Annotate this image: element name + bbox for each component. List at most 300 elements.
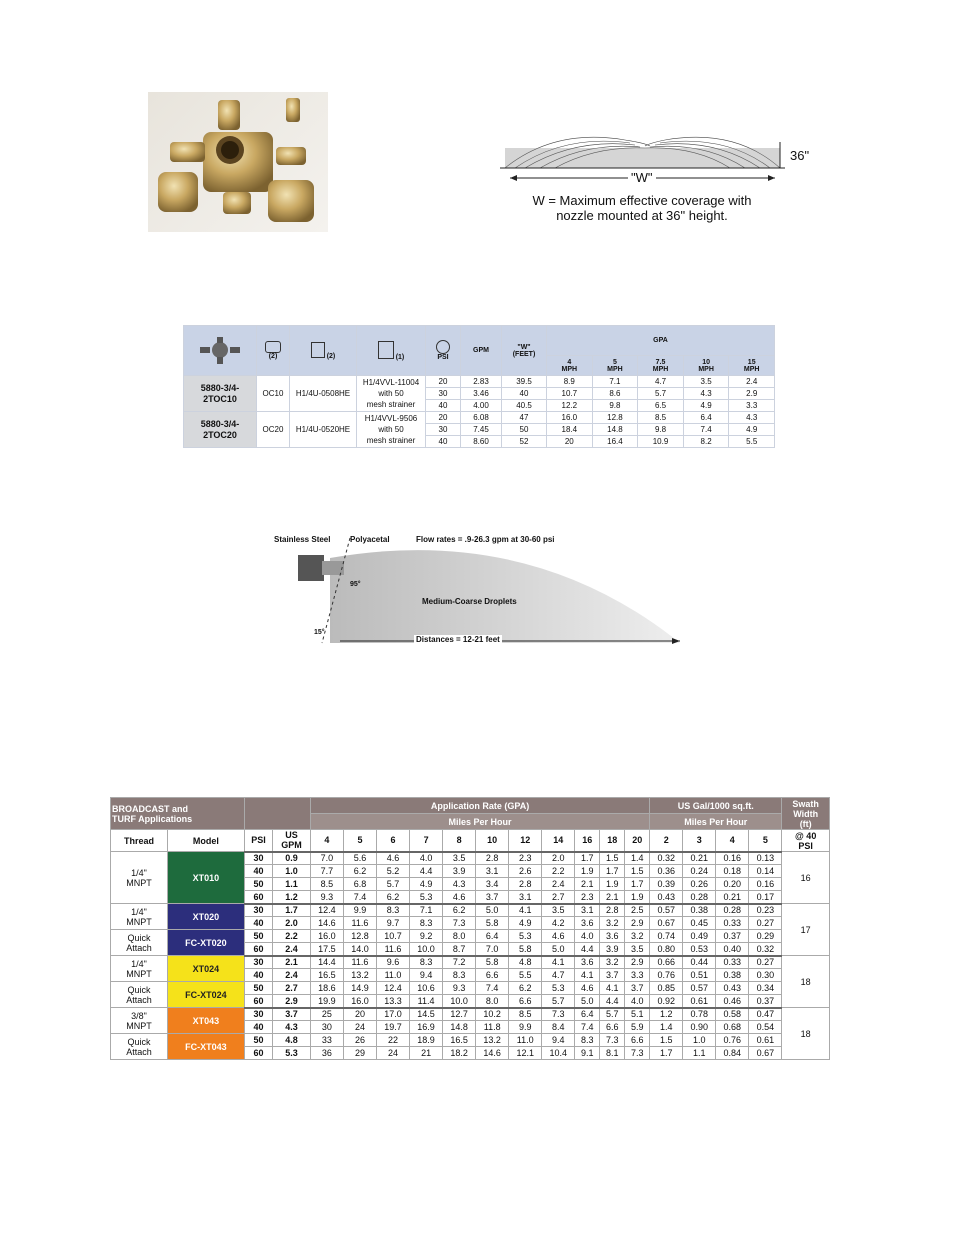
value-cell: 8.7 — [443, 943, 476, 956]
value-cell: 0.49 — [683, 930, 716, 943]
value-cell: 0.38 — [683, 904, 716, 917]
value-cell: 10.0 — [410, 943, 443, 956]
value-cell: 4.9 — [410, 878, 443, 891]
value-cell: 8.5 — [509, 1008, 542, 1021]
value-cell: 0.21 — [716, 891, 749, 904]
swath-cell: 17 — [782, 904, 830, 956]
value-cell: 4.7 — [542, 969, 575, 982]
height-label: 36" — [790, 148, 810, 163]
value-cell: 6.4 — [575, 1008, 600, 1021]
value-cell: 6.4 — [476, 930, 509, 943]
value-cell: 12.1 — [509, 1047, 542, 1060]
speed-col-header: 20 — [625, 830, 650, 852]
value-cell: 0.20 — [716, 878, 749, 891]
value-cell: 9.4 — [542, 1034, 575, 1047]
app-rate-header: Application Rate (GPA) — [310, 798, 649, 814]
value-cell: 24 — [377, 1047, 410, 1060]
value-cell: 12.8 — [343, 930, 376, 943]
value-cell: 6.5 — [638, 400, 684, 412]
speed2-col-header: 2 — [650, 830, 683, 852]
value-cell: 4.1 — [509, 904, 542, 917]
distances-label: Distances = 12-21 feet — [416, 635, 500, 644]
swath-header: Swath Width (ft) — [782, 798, 830, 830]
value-cell: 8.5 — [638, 412, 684, 424]
spray-diagram — [270, 533, 685, 648]
value-cell: 0.32 — [650, 852, 683, 865]
value-cell: 3.5 — [542, 904, 575, 917]
value-cell: 2.1 — [600, 891, 625, 904]
value-cell: 4.3 — [273, 1021, 311, 1034]
value-cell: 0.17 — [749, 891, 782, 904]
value-cell: 9.8 — [592, 400, 638, 412]
value-cell: 1.4 — [625, 852, 650, 865]
table-row — [111, 1008, 830, 1021]
value-cell: 17.5 — [310, 943, 343, 956]
swath-cell: 16 — [782, 852, 830, 904]
speed-col-header: 7 — [410, 830, 443, 852]
value-cell: 8.3 — [410, 917, 443, 930]
value-cell: 18.4 — [547, 424, 593, 436]
value-cell: 0.30 — [749, 969, 782, 982]
value-cell: 10.0 — [443, 995, 476, 1008]
value-cell: 9.3 — [310, 891, 343, 904]
caption-line-2: nozzle mounted at 36" height. — [556, 208, 728, 223]
value-cell: 0.29 — [749, 930, 782, 943]
value-cell: 0.37 — [749, 995, 782, 1008]
speed-col-header: 16 — [575, 830, 600, 852]
value-cell: 14.9 — [343, 982, 376, 995]
value-cell: 4.6 — [575, 982, 600, 995]
model-cell: 5880-3/4- 2TOC20 — [184, 412, 257, 448]
value-cell: 3.6 — [600, 930, 625, 943]
value-cell: 11.8 — [476, 1021, 509, 1034]
value-cell: 36 — [310, 1047, 343, 1060]
coverage-caption — [497, 193, 787, 223]
value-cell: 3.2 — [625, 930, 650, 943]
value-cell: 4.4 — [410, 865, 443, 878]
value-cell: 16.4 — [592, 436, 638, 448]
value-cell: 16.9 — [410, 1021, 443, 1034]
cap-icon-header: (2) — [257, 326, 290, 376]
value-cell: 0.67 — [749, 1047, 782, 1060]
value-cell: 1.4 — [650, 1021, 683, 1034]
speed-col-header: 10 — [476, 830, 509, 852]
value-cell: 3.1 — [575, 904, 600, 917]
value-cell: 2.9 — [625, 956, 650, 969]
value-cell: 0.9 — [273, 852, 311, 865]
body-cell: H1/4VVL-11004 with 50 mesh strainer — [357, 376, 426, 412]
value-cell: 6.2 — [377, 891, 410, 904]
value-cell: 52 — [502, 436, 547, 448]
value-cell: 9.9 — [343, 904, 376, 917]
value-cell: 1.7 — [625, 878, 650, 891]
value-cell: 8.60 — [461, 436, 502, 448]
value-cell: 0.43 — [650, 891, 683, 904]
value-cell: 50 — [244, 1034, 272, 1047]
table-row — [111, 904, 830, 917]
value-cell: 1.7 — [273, 904, 311, 917]
thread-col-header: Thread — [111, 830, 168, 852]
value-cell: 30 — [244, 904, 272, 917]
value-cell: 5.5 — [509, 969, 542, 982]
value-cell: 7.3 — [443, 917, 476, 930]
value-cell: 4.4 — [575, 943, 600, 956]
value-cell: 2.9 — [273, 995, 311, 1008]
value-cell: 30 — [244, 1008, 272, 1021]
value-cell: 4.1 — [575, 969, 600, 982]
body-cell: H1/4VVL-9506 with 50 mesh strainer — [357, 412, 426, 448]
value-cell: 0.16 — [749, 878, 782, 891]
value-cell: 14.8 — [443, 1021, 476, 1034]
value-cell: 5.0 — [476, 904, 509, 917]
value-cell: 40 — [244, 969, 272, 982]
value-cell: 4.4 — [600, 995, 625, 1008]
value-cell: 0.23 — [749, 904, 782, 917]
value-cell: 0.47 — [749, 1008, 782, 1021]
model-cell: FC-XT024 — [167, 982, 244, 1008]
value-cell: 2.8 — [476, 852, 509, 865]
value-cell: 0.92 — [650, 995, 683, 1008]
value-cell: 2.9 — [625, 917, 650, 930]
value-cell: 9.1 — [575, 1047, 600, 1060]
value-cell: 4.6 — [377, 852, 410, 865]
value-cell: 0.28 — [716, 904, 749, 917]
value-cell: 10.2 — [476, 1008, 509, 1021]
cap-cell: OC10 — [257, 376, 290, 412]
value-cell: 30 — [244, 852, 272, 865]
table-row — [111, 1034, 830, 1047]
value-cell: 3.6 — [575, 956, 600, 969]
value-cell: 21 — [410, 1047, 443, 1060]
value-cell: 1.9 — [600, 878, 625, 891]
value-cell: 7.4 — [343, 891, 376, 904]
value-cell: 9.8 — [638, 424, 684, 436]
speed-col-header: 6 — [377, 830, 410, 852]
nozzle-photo — [148, 92, 328, 232]
value-cell: 2.4 — [729, 376, 775, 388]
value-cell: 6.6 — [600, 1021, 625, 1034]
swath-cell: 18 — [782, 1008, 830, 1060]
value-cell: 3.6 — [575, 917, 600, 930]
value-cell: 6.08 — [461, 412, 502, 424]
thread-cell: Quick Attach — [111, 1034, 168, 1060]
value-cell: 5.8 — [509, 943, 542, 956]
value-cell: 1.7 — [575, 852, 600, 865]
value-cell: 0.78 — [683, 1008, 716, 1021]
value-cell: 0.28 — [683, 891, 716, 904]
value-cell: 3.9 — [443, 865, 476, 878]
value-cell: 40 — [244, 1021, 272, 1034]
value-cell: 3.5 — [683, 376, 729, 388]
speed2-col-header: 4 — [716, 830, 749, 852]
value-cell: 0.76 — [650, 969, 683, 982]
value-cell: 2.9 — [729, 388, 775, 400]
value-cell: 10.4 — [542, 1047, 575, 1060]
value-cell: 7.7 — [310, 865, 343, 878]
psi-col-header: PSI — [244, 830, 272, 852]
value-cell: 8.6 — [592, 388, 638, 400]
value-cell: 20 — [426, 412, 461, 424]
value-cell: 14.4 — [310, 956, 343, 969]
value-cell: 6.6 — [625, 1034, 650, 1047]
value-cell: 3.7 — [625, 982, 650, 995]
table-row — [111, 956, 830, 969]
value-cell: 40 — [502, 388, 547, 400]
value-cell: 0.36 — [650, 865, 683, 878]
value-cell: 1.0 — [273, 865, 311, 878]
value-cell: 8.3 — [410, 956, 443, 969]
value-cell: 2.4 — [273, 943, 311, 956]
value-cell: 0.32 — [749, 943, 782, 956]
value-cell: 3.7 — [476, 891, 509, 904]
polyacetal-label: Polyacetal — [350, 535, 390, 544]
value-cell: 1.5 — [650, 1034, 683, 1047]
value-cell: 0.67 — [650, 917, 683, 930]
value-cell: 2.5 — [625, 904, 650, 917]
value-cell: 1.5 — [600, 852, 625, 865]
speed-col-header: 12 — [509, 830, 542, 852]
value-cell: 8.4 — [542, 1021, 575, 1034]
mph-col-header: 4 MPH — [547, 356, 593, 376]
value-cell: 10.6 — [410, 982, 443, 995]
value-cell: 5.9 — [625, 1021, 650, 1034]
value-cell: 4.6 — [542, 930, 575, 943]
value-cell: 4.9 — [729, 424, 775, 436]
value-cell: 11.0 — [509, 1034, 542, 1047]
gpa-header: GPA — [547, 326, 775, 356]
table-row — [111, 982, 830, 995]
value-cell: 19.9 — [310, 995, 343, 1008]
value-cell: 0.16 — [716, 852, 749, 865]
mph-col-header: 7.5 MPH — [638, 356, 684, 376]
value-cell: 7.3 — [625, 1047, 650, 1060]
model-cell: XT043 — [167, 1008, 244, 1034]
w-feet-header: "W" (FEET) — [502, 326, 547, 376]
value-cell: 8.2 — [683, 436, 729, 448]
value-cell: 60 — [244, 943, 272, 956]
tip-icon-header: (2) — [290, 326, 357, 376]
at40-col-header: @ 40 PSI — [782, 830, 830, 852]
value-cell: 8.0 — [443, 930, 476, 943]
value-cell: 0.43 — [716, 982, 749, 995]
value-cell: 1.0 — [683, 1034, 716, 1047]
value-cell: 2.8 — [600, 904, 625, 917]
value-cell: 3.7 — [273, 1008, 311, 1021]
thread-cell: 1/4" MNPT — [111, 956, 168, 982]
tip-cell: H1/4U-0508HE — [290, 376, 357, 412]
value-cell: 0.33 — [716, 956, 749, 969]
value-cell: 11.6 — [343, 917, 376, 930]
thread-cell: 3/8" MNPT — [111, 1008, 168, 1034]
value-cell: 0.38 — [716, 969, 749, 982]
value-cell: 9.2 — [410, 930, 443, 943]
value-cell: 7.2 — [443, 956, 476, 969]
value-cell: 3.2 — [600, 917, 625, 930]
model-col-header: Model — [167, 830, 244, 852]
value-cell: 2.0 — [273, 917, 311, 930]
value-cell: 9.3 — [443, 982, 476, 995]
thread-cell: Quick Attach — [111, 982, 168, 1008]
value-cell: 0.61 — [683, 995, 716, 1008]
value-cell: 5.3 — [410, 891, 443, 904]
speed-col-header: 5 — [343, 830, 376, 852]
broadcast-turf-table — [110, 797, 830, 1060]
value-cell: 17.0 — [377, 1008, 410, 1021]
value-cell: 7.3 — [600, 1034, 625, 1047]
value-cell: 4.6 — [443, 891, 476, 904]
value-cell: 50 — [502, 424, 547, 436]
value-cell: 18.6 — [310, 982, 343, 995]
value-cell: 3.46 — [461, 388, 502, 400]
value-cell: 16.5 — [310, 969, 343, 982]
value-cell: 2.2 — [542, 865, 575, 878]
flow-rates-label: Flow rates = .9-26.3 gpm at 30-60 psi — [416, 535, 555, 544]
value-cell: 3.4 — [476, 878, 509, 891]
value-cell: 1.2 — [273, 891, 311, 904]
value-cell: 14.5 — [410, 1008, 443, 1021]
value-cell: 0.57 — [650, 904, 683, 917]
value-cell: 10.7 — [547, 388, 593, 400]
value-cell: 12.4 — [377, 982, 410, 995]
value-cell: 13.3 — [377, 995, 410, 1008]
table-row — [111, 930, 830, 943]
value-cell: 40 — [244, 865, 272, 878]
value-cell: 30 — [244, 956, 272, 969]
body-icon-header: (1) — [357, 326, 426, 376]
value-cell: 5.7 — [638, 388, 684, 400]
value-cell: 7.4 — [476, 982, 509, 995]
swath-cell: 18 — [782, 956, 830, 1008]
value-cell: 4.9 — [683, 400, 729, 412]
value-cell: 12.2 — [547, 400, 593, 412]
value-cell: 13.2 — [343, 969, 376, 982]
model-cell: XT010 — [167, 852, 244, 904]
value-cell: 8.1 — [600, 1047, 625, 1060]
value-cell: 0.27 — [749, 917, 782, 930]
value-cell: 19.7 — [377, 1021, 410, 1034]
value-cell: 5.3 — [509, 930, 542, 943]
thread-cell: Quick Attach — [111, 930, 168, 956]
caption-line-1: W = Maximum effective coverage with — [532, 193, 752, 208]
value-cell: 9.7 — [377, 917, 410, 930]
value-cell: 24 — [343, 1021, 376, 1034]
value-cell: 0.51 — [683, 969, 716, 982]
value-cell: 16.0 — [547, 412, 593, 424]
value-cell: 3.3 — [625, 969, 650, 982]
value-cell: 29 — [343, 1047, 376, 1060]
value-cell: 5.7 — [600, 1008, 625, 1021]
value-cell: 3.2 — [600, 956, 625, 969]
value-cell: 1.7 — [650, 1047, 683, 1060]
value-cell: 7.4 — [575, 1021, 600, 1034]
speed-col-header: 4 — [310, 830, 343, 852]
value-cell: 5.8 — [476, 956, 509, 969]
value-cell: 1.1 — [683, 1047, 716, 1060]
speed-col-header: 8 — [443, 830, 476, 852]
value-cell: 5.7 — [377, 878, 410, 891]
speed-col-header: 14 — [542, 830, 575, 852]
value-cell: 16.0 — [343, 995, 376, 1008]
value-cell: 0.44 — [683, 956, 716, 969]
value-cell: 30 — [310, 1021, 343, 1034]
value-cell: 5.3 — [542, 982, 575, 995]
value-cell: 0.85 — [650, 982, 683, 995]
w-label: "W" — [628, 170, 656, 185]
value-cell: 30 — [426, 388, 461, 400]
value-cell: 20 — [547, 436, 593, 448]
value-cell: 0.74 — [650, 930, 683, 943]
value-cell: 3.7 — [600, 969, 625, 982]
value-cell: 0.58 — [716, 1008, 749, 1021]
thread-cell: 1/4" MNPT — [111, 904, 168, 930]
mph-col-header: 5 MPH — [592, 356, 638, 376]
droplets-label: Medium-Coarse Droplets — [422, 597, 517, 606]
value-cell: 6.2 — [509, 982, 542, 995]
value-cell: 2.7 — [273, 982, 311, 995]
value-cell: 11.6 — [343, 956, 376, 969]
stainless-label: Stainless Steel — [274, 535, 331, 544]
model-cell: FC-XT043 — [167, 1034, 244, 1060]
value-cell: 47 — [502, 412, 547, 424]
value-cell: 4.2 — [542, 917, 575, 930]
value-cell: 1.1 — [273, 878, 311, 891]
value-cell: 4.00 — [461, 400, 502, 412]
value-cell: 4.1 — [600, 982, 625, 995]
value-cell: 8.5 — [310, 878, 343, 891]
psi-header: PSI — [426, 326, 461, 376]
value-cell: 0.54 — [749, 1021, 782, 1034]
value-cell: 1.9 — [575, 865, 600, 878]
value-cell: 60 — [244, 1047, 272, 1060]
value-cell: 12.7 — [443, 1008, 476, 1021]
value-cell: 50 — [244, 878, 272, 891]
value-cell: 0.39 — [650, 878, 683, 891]
value-cell: 11.0 — [377, 969, 410, 982]
value-cell: 8.3 — [377, 904, 410, 917]
value-cell: 16.0 — [310, 930, 343, 943]
cap-cell: OC20 — [257, 412, 290, 448]
value-cell: 4.0 — [410, 852, 443, 865]
value-cell: 40 — [426, 400, 461, 412]
value-cell: 4.9 — [509, 917, 542, 930]
value-cell: 13.2 — [476, 1034, 509, 1047]
value-cell: 4.7 — [638, 376, 684, 388]
value-cell: 0.53 — [683, 943, 716, 956]
value-cell: 5.6 — [343, 852, 376, 865]
value-cell: 60 — [244, 891, 272, 904]
table-row — [111, 852, 830, 865]
speed-col-header: 18 — [600, 830, 625, 852]
value-cell: 2.1 — [273, 956, 311, 969]
value-cell: 7.4 — [683, 424, 729, 436]
tip-cell: H1/4U-0520HE — [290, 412, 357, 448]
value-cell: 18.9 — [410, 1034, 443, 1047]
value-cell: 6.8 — [343, 878, 376, 891]
value-cell: 5.5 — [729, 436, 775, 448]
thread-cell: 1/4" MNPT — [111, 852, 168, 904]
value-cell: 26 — [343, 1034, 376, 1047]
blank-header — [244, 798, 310, 830]
table2-title: BROADCAST and TURF Applications — [111, 798, 245, 830]
value-cell: 11.6 — [377, 943, 410, 956]
value-cell: 3.9 — [600, 943, 625, 956]
value-cell: 12.4 — [310, 904, 343, 917]
value-cell: 6.2 — [443, 904, 476, 917]
value-cell: 20 — [426, 376, 461, 388]
value-cell: 2.1 — [575, 878, 600, 891]
value-cell: 0.80 — [650, 943, 683, 956]
value-cell: 1.2 — [650, 1008, 683, 1021]
